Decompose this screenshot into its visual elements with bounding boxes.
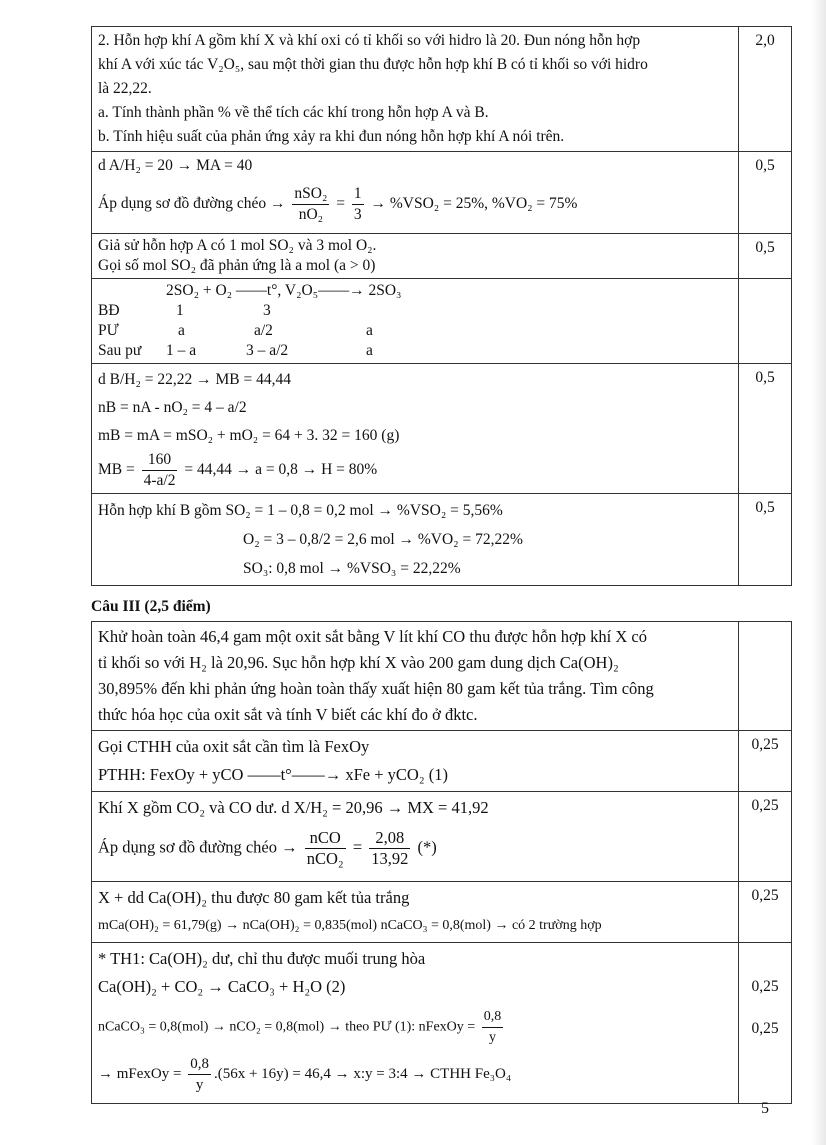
q2-step2-cell [92, 234, 739, 279]
q2-reaction-c3 [346, 301, 406, 321]
fraction-denominator: y [195, 1077, 204, 1093]
fraction-denominator: 13,92 [371, 849, 409, 868]
q2-step3-score: 0,5 [739, 364, 792, 494]
q2-reaction-cell [92, 279, 739, 364]
q3-heading: Câu III (2,5 điểm) [91, 598, 211, 615]
q2-problem-line: a. Tính thành phần % về thể tích các khí trong hỗn hợp A và B. [98, 104, 489, 121]
q3-step2-ratio [369, 828, 410, 869]
q2-step2-score: 0,5 [739, 234, 792, 279]
q3-step2-note: (*) [417, 837, 437, 857]
q3-table [91, 621, 792, 1104]
q2-reaction-c3: a [366, 342, 373, 359]
q3-problem-line: Khử hoàn toàn 46,4 gam một oxit sắt bằng V lít khí CO thu được hỗn hợp khí X có [98, 627, 647, 646]
q2-reaction-label: Sau pư [98, 342, 142, 359]
q2-reaction-c1: 1 – a [166, 342, 197, 359]
q2-problem-cell [92, 27, 739, 152]
q2-problem-line: là 22,22. [98, 80, 152, 97]
q3-step3-score: 0,25 [739, 882, 792, 943]
q2-step3-line2: nB = nA - nO₂ = 4 – a/2 [98, 399, 247, 416]
q2-step1-result: → %VSO₂ = 25%, %VO₂ = 75% [370, 195, 578, 213]
q2-step3-line4 [98, 450, 732, 491]
q2-problem-row [92, 27, 792, 152]
q3-step3-row [92, 882, 792, 943]
q2-reaction-c2: 3 – a/2 [246, 342, 289, 359]
q3-step2-score: 0,25 [739, 792, 792, 882]
q2-reaction-row [92, 279, 792, 364]
q2-step1-score: 0,5 [739, 152, 792, 234]
q3-step3-cell [92, 882, 739, 943]
q2-step3-row [92, 364, 792, 494]
q2-reaction-c1: a [178, 322, 185, 339]
q3-step3-line1: X + dd Ca(OH)₂ thu được 80 gam kết tủa trắng [98, 888, 410, 907]
q2-step1-fraction [292, 184, 329, 225]
q2-total-score: 2,0 [739, 27, 792, 152]
q2-reaction-c1: 1 [176, 302, 184, 319]
q3-step4-score2: 0,25 [751, 1020, 779, 1037]
q2-problem-line: khí A với xúc tác V₂O₅, sau một thời gian thu được hỗn hợp khí B có tỉ khối so với hidro [98, 56, 648, 73]
q2-reaction-c2: a/2 [254, 322, 273, 339]
fraction-denominator: 3 [353, 206, 362, 223]
q2-step3-line1: d B/H₂ = 22,22 → MB = 44,44 [98, 371, 291, 388]
q3-step1-line1: Gọi CTHH của oxit sắt cần tìm là FexOy [98, 737, 370, 756]
q3-step4-cell [92, 943, 739, 1104]
q3-problem-line: thức hóa học của oxit sắt và tính V biết các khí đo ở đktc. [98, 705, 478, 724]
q3-step2-fraction [305, 828, 346, 869]
q3-problem-score [739, 622, 792, 731]
q3-step1-row [92, 731, 792, 792]
q2-step3-line3: mB = mA = mSO₂ + mO₂ = 64 + 3. 32 = 160 (g) [98, 427, 400, 444]
q2-reaction-c2: 3 [263, 302, 271, 319]
q2-step3-prefix: MB = [98, 461, 135, 479]
fraction-denominator: nO₂ [298, 206, 324, 223]
q3-step4-fraction [482, 1007, 504, 1048]
q2-step4-cell [92, 494, 739, 586]
q3-step4-line1: * TH1: Ca(OH)₂ dư, chỉ thu được muối trung hòa [98, 949, 426, 968]
fraction-numerator: 2,08 [369, 828, 410, 849]
fraction-numerator: 0,8 [482, 1007, 504, 1028]
q2-step4-line1: Hỗn hợp khí B gồm SO₂ = 1 – 0,8 = 0,2 mol → %VSO₂ = 5,56% [98, 502, 503, 519]
equals-sign: = [352, 837, 363, 857]
q2-step1-line1: d A/H₂ = 20 → MA = 40 [98, 157, 253, 174]
q2-problem-line: b. Tính hiệu suất của phản ứng xảy ra khi đun nóng hỗn hợp khí A nói trên. [98, 128, 565, 145]
q2-step3-fraction [142, 450, 178, 491]
fraction-numerator: 160 [142, 450, 178, 471]
q2-table [91, 26, 792, 586]
q2-reaction-label: BĐ [98, 302, 120, 319]
q2-step3-cell [92, 364, 739, 494]
q3-step2-line2 [98, 828, 732, 869]
q3-problem-line: 30,895% đến khi phản ứng hoàn toàn thấy xuất hiện 80 gam kết tủa trắng. Tìm công [98, 679, 654, 698]
q2-step4-row [92, 494, 792, 586]
fraction-numerator: nSO₂ [292, 184, 329, 205]
q3-problem-row [92, 622, 792, 731]
q3-problem-cell [92, 622, 739, 731]
q2-step1-ratio [352, 184, 364, 225]
q3-step2-row [92, 792, 792, 882]
q3-step2-line1: Khí X gồm CO₂ và CO dư. d X/H₂ = 20,96 → MX = 41,92 [98, 798, 489, 817]
q2-step4-score: 0,5 [739, 494, 792, 586]
q3-step4-row [92, 943, 792, 1104]
q3-step1-line2: PTHH: FexOy + yCO ——t°——→ xFe + yCO₂ (1) [98, 765, 448, 784]
q2-reaction-c3: a [366, 322, 373, 339]
q3-step1-cell [92, 731, 739, 792]
page-number: 5 [761, 1100, 769, 1117]
equals-sign: = [336, 195, 345, 213]
q3-step4-result: .(56x + 16y) = 46,4 → x:y = 3:4 → CTHH Fe₃O₄ [213, 1065, 512, 1082]
q3-step4-prefix: nCaCO₃ = 0,8(mol) → nCO₂ = 0,8(mol) → theo PƯ (1): nFexOy = [98, 1019, 476, 1035]
q2-reaction-table [98, 301, 732, 361]
q3-step4-line3 [98, 1007, 732, 1048]
q2-step3-result: = 44,44 → a = 0,8 → H = 80% [184, 461, 378, 479]
q2-step4-line2: O₂ = 3 – 0,8/2 = 2,6 mol → %VO₂ = 72,22% [243, 531, 523, 548]
q2-step1-row [92, 152, 792, 234]
fraction-denominator: 4-a/2 [143, 472, 176, 489]
q2-step1-line2 [98, 184, 732, 225]
fraction-numerator: 1 [352, 184, 364, 205]
fraction-denominator: y [488, 1030, 496, 1045]
q2-step2-row [92, 234, 792, 279]
q3-step1-score: 0,25 [739, 731, 792, 792]
q3-step4-line2: Ca(OH)₂ + CO₂ → CaCO₃ + H₂O (2) [98, 977, 346, 996]
q2-problem-line: 2. Hỗn hợp khí A gồm khí X và khí oxi có tỉ khối so với hidro là 20. Đun nóng hỗn hợp [98, 32, 641, 49]
q3-step4-fraction2 [188, 1054, 211, 1095]
q2-step4-line3: SO₃: 0,8 mol → %VSO₃ = 22,22% [243, 560, 461, 577]
q2-reaction-score [739, 279, 792, 364]
q2-step2-line1: Giả sử hỗn hợp A có 1 mol SO₂ và 3 mol O₂. [98, 237, 377, 254]
fraction-numerator: 0,8 [188, 1054, 211, 1075]
q2-reaction-label: PƯ [98, 322, 119, 339]
q3-step2-cell [92, 792, 739, 882]
q3-step4-score1: 0,25 [751, 978, 779, 995]
q3-problem-line: tỉ khối so với H₂ là 20,96. Sục hỗn hợp khí X vào 200 gam dung dịch Ca(OH)₂ [98, 653, 619, 672]
q2-step1-cell [92, 152, 739, 234]
fraction-denominator: nCO₂ [306, 849, 344, 868]
q3-step4-score [739, 943, 792, 1104]
q2-reaction-equation: 2SO₂ + O₂ ——t°, V₂O₅——→ 2SO₃ [166, 282, 402, 299]
q3-step4-prefix2: → mFexOy = [98, 1065, 182, 1082]
page-edge-shadow [812, 0, 826, 1145]
q3-step4-line4 [98, 1054, 732, 1095]
q2-step1-prefix: Áp dụng sơ đồ đường chéo → [98, 195, 286, 213]
q3-step3-line2: mCa(OH)₂ = 61,79(g) → nCa(OH)₂ = 0,835(mol) nCaCO₃ = 0,8(mol) → có 2 trường hợp [98, 918, 602, 933]
q3-step2-prefix: Áp dụng sơ đồ đường chéo → [98, 837, 298, 857]
fraction-numerator: nCO [305, 828, 346, 849]
q2-step2-line2: Gọi số mol SO₂ đã phản ứng là a mol (a > 0) [98, 257, 376, 274]
